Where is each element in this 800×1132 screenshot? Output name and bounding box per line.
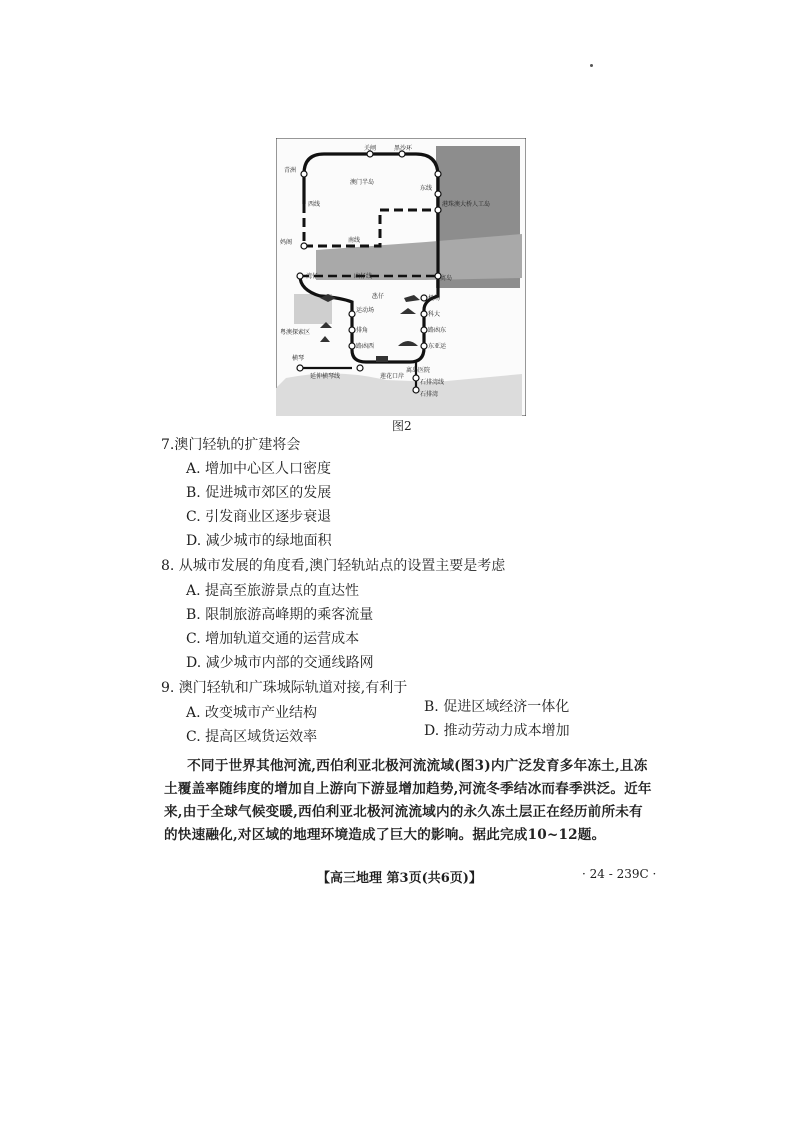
question-8-option-b: B. 限制旅游高峰期的乘客流量	[186, 607, 374, 623]
label-hengqin: 横琴	[292, 355, 305, 362]
question-7-option-b: B. 促进城市郊区的发展	[186, 485, 332, 501]
label-cooperation-zone: 粤澳探索区	[280, 329, 311, 336]
question-7-option-d: D. 减少城市的绿地面积	[186, 533, 332, 549]
label-ilha-verde: 青洲	[284, 167, 297, 174]
question-7-option-a: A. 增加中心区人口密度	[186, 461, 332, 477]
question-8-option-d: D. 减少城市内部的交通线路网	[186, 655, 374, 671]
question-8-stem: 8. 从城市发展的角度看,澳门轻轨站点的设置主要是考虑	[161, 558, 506, 574]
question-9-option-d: D. 推动劳动力成本增加	[424, 723, 570, 739]
label-wanzai: 湾仔	[306, 273, 319, 280]
question-7-option-c: C. 引发商业区逐步衰退	[186, 509, 332, 525]
label-outer-island: 离岛	[440, 275, 453, 282]
label-east-line: 东线	[420, 185, 433, 192]
question-9-stem: 9. 澳门轻轨和广珠城际轨道对接,有利于	[161, 680, 408, 696]
reading-passage: 不同于世界其他河流,西伯利亚北极河流流域(图3)内广泛发育多年冻土,且冻土覆盖率随纬度的增加自上游向下游显增加趋势,河流冬季结冰而春季洪泛。近年来,由于全球气候变暖,西伯利亚北极河流流域内的永久冻土层正在经历前所未有的快速融化,对区域的地理环境造成了巨大的影响。据此完成10~12题。	[164, 758, 652, 843]
label-macau-peninsula: 澳门半岛	[350, 179, 375, 186]
label-lotus-port: 莲花口岸	[380, 373, 405, 380]
label-cotai-west: 路凼西	[356, 343, 375, 350]
label-east-asian-games: 东亚运	[428, 343, 447, 350]
label-taipa: 氹仔	[372, 293, 385, 300]
map-svg	[276, 138, 526, 416]
label-guanzha: 关闸	[364, 145, 377, 152]
question-8-option-a: A. 提高至旅游景点的直达性	[186, 583, 360, 599]
figure-caption: 图2	[392, 419, 412, 433]
label-ma-kau: 妈阁	[280, 239, 293, 246]
label-stadium: 运动场	[356, 307, 375, 314]
label-hei-sha-wan: 黑沙环	[394, 145, 413, 152]
label-seac-pai-van: 石排湾	[420, 391, 439, 398]
label-pai-kok: 排角	[356, 327, 369, 334]
label-cotai-east: 路凼东	[428, 327, 447, 334]
label-hengqin-extension: 延伸横琴线	[310, 373, 341, 380]
label-bridge-island: 港珠澳大桥人工岛	[442, 201, 491, 208]
label-taipa-line: 凼仔线	[354, 273, 373, 280]
page-footer-right: · 24 - 239C ·	[582, 867, 657, 881]
speck	[590, 64, 593, 67]
question-9-option-b: B. 促进区域经济一体化	[424, 699, 570, 715]
label-south-line: 南线	[348, 237, 361, 244]
label-west-line: 西线	[308, 201, 321, 208]
macau-light-rail-map	[276, 138, 526, 416]
page-footer-left: 【高三地理 第3页(共6页)】	[317, 871, 482, 886]
question-8-option-c: C. 增加轨道交通的运营成本	[186, 631, 360, 647]
label-island-hospital: 离岛医院	[406, 367, 431, 374]
question-9-option-a: A. 改变城市产业结构	[186, 705, 318, 721]
label-seac-pai-van-line: 石排湾线	[420, 379, 445, 386]
label-airport: 机场	[428, 295, 441, 302]
question-9-option-c: C. 提高区域货运效率	[186, 729, 318, 745]
question-7-stem: 7.澳门轻轨的扩建将会	[161, 437, 301, 453]
label-must: 科大	[428, 311, 441, 318]
